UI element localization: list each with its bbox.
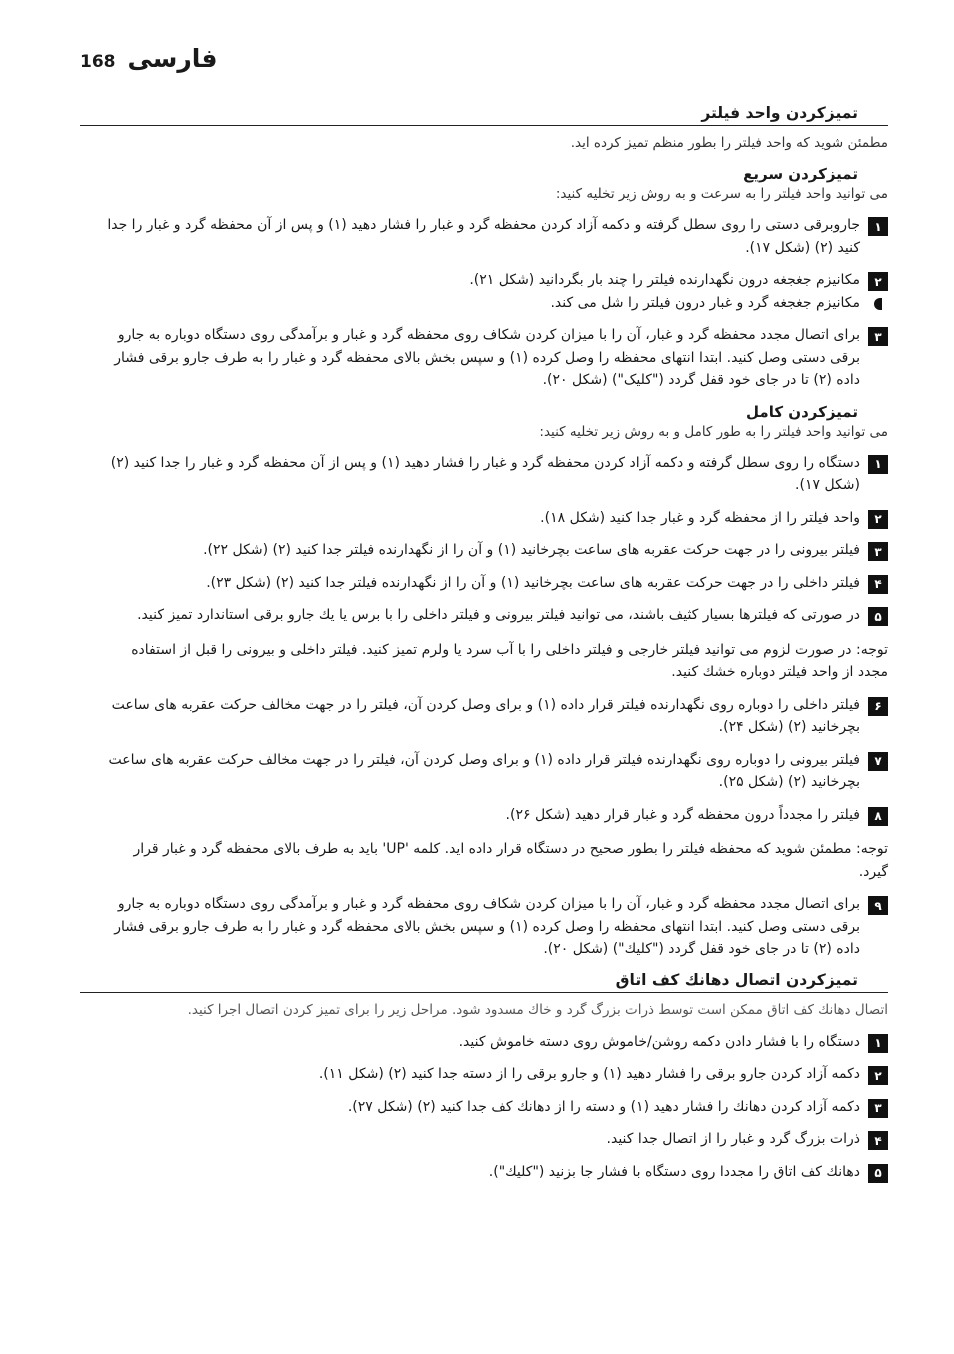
step-text: ذرات بزرگ گرد و غبار را از اتصال جدا کنید. xyxy=(606,1131,860,1147)
note-washing-filters: توجه: در صورت لزوم می توانید فیلتر خارجی و فیلتر داخلی را با آب سرد یا ولرم تمیز کنید. فیلتر داخلی و بیرونی را قبل از استفاده مجدد از واحد فیلتر دوباره خشك کنید. xyxy=(131,641,888,680)
step-number: ۴ xyxy=(868,575,888,594)
bullet-text: مکانیزم جغجغه گرد و غبار درون فیلتر را شل می کند. xyxy=(550,294,860,311)
step-number: ۵ xyxy=(868,1164,888,1183)
step-number: ۶ xyxy=(868,697,888,716)
step-text: در صورتی که فیلترها بسیار کثیف باشند، می توانید فیلتر بیرونی و فیلتر داخلی را با برس یا یك جارو برقی استاندارد تمیز کنید. xyxy=(137,607,860,623)
step-text: فیلتر را مجدداً درون محفظه گرد و غبار قرار دهید (شکل ۲۶). xyxy=(505,806,860,823)
step-item xyxy=(80,452,888,497)
step-text: دستگاه را با فشار دادن دکمه روشن/خاموش روی دسته خاموش کنید. xyxy=(458,1033,860,1050)
step-item xyxy=(80,214,888,259)
section-title-nozzle-cleaning: تمیزکردن اتصال دهانك کف اتاق xyxy=(80,971,888,993)
step-item xyxy=(80,324,888,392)
step-body xyxy=(80,269,860,292)
step-item xyxy=(80,572,888,595)
step-number: ۵ xyxy=(868,607,888,626)
step-item xyxy=(80,604,888,627)
step-item xyxy=(80,1063,888,1086)
step-number: ۲ xyxy=(868,1066,888,1085)
section-intro-nozzle-cleaning: اتصال دهانك کف اتاق ممکن است توسط ذرات بزرگ گرد و خاك مسدود شود. مراحل زیر را برای تمیز کردن اتصال اجرا کنید. xyxy=(187,1001,888,1018)
step-number: ۴ xyxy=(868,1131,888,1150)
result-arrow-icon xyxy=(868,292,888,310)
page-content xyxy=(80,104,888,1183)
step-text: فیلتر بیرونی را دوباره روی نگهدارنده فیلتر قرار داده (۱) و برای وصل کردن آن، فیلتر را در جهت مخالف حرکت عقربه های ساعت بچرخانید (۲) (شکل ۲۵). xyxy=(108,751,860,790)
section-intro-filter-cleaning: مطمئن شوید که واحد فیلتر را بطور منظم تمیز کرده اید. xyxy=(570,135,888,151)
step-text: دکمه آزاد کردن دهانك را فشار دهید (۱) و دسته را از دهانك کف جدا کنید (۲) (شکل ۲۷). xyxy=(347,1098,860,1115)
full-cleaning-steps-final xyxy=(80,893,888,961)
step-number: ۳ xyxy=(868,542,888,561)
step-text: مکانیزم جغجغه درون نگهدارنده فیلتر را چند بار بگردانید (شکل ۲۱). xyxy=(469,272,860,288)
page-header xyxy=(80,44,218,84)
step-item xyxy=(80,269,888,292)
step-item xyxy=(80,694,888,739)
step-item xyxy=(80,1161,888,1184)
step-result-bullet xyxy=(80,292,888,315)
step-item xyxy=(80,539,888,562)
step-number: ۸ xyxy=(868,807,888,826)
step-number: ۳ xyxy=(868,1099,888,1118)
step-item xyxy=(80,749,888,794)
full-cleaning-steps-continued xyxy=(80,694,888,827)
step-text: فیلتر داخلی را دوباره روی نگهدارنده فیلتر قرار داده (۱) و برای وصل کردن آن، فیلتر را در جهت مخالف حرکت عقربه های ساعت بچرخانید (۲) (شکل ۲۴). xyxy=(111,696,860,735)
step-item xyxy=(80,1031,888,1054)
step-item xyxy=(80,1096,888,1119)
section-title-filter-cleaning: تمیزکردن واحد فیلتر xyxy=(80,104,888,126)
step-item xyxy=(80,1128,888,1151)
full-cleaning-steps xyxy=(80,452,888,627)
nozzle-cleaning-steps xyxy=(80,1031,888,1184)
step-number: ۱ xyxy=(868,455,888,474)
step-text: واحد فیلتر را از محفظه گرد و غبار جدا کنید (شکل ۱۸). xyxy=(540,509,860,526)
step-number: ۱ xyxy=(868,1034,888,1053)
step-text: فیلتر بیرونی را در جهت حرکت عقربه های ساعت بچرخانید (۱) و آن را از نگهدارنده فیلتر جدا کنید (۲) (شکل ۲۲). xyxy=(203,542,860,558)
step-item xyxy=(80,507,888,530)
page-number: 168 xyxy=(80,52,116,72)
step-text: جاروبرقی دستی را روی سطل گرفته و دکمه آزاد کردن محفظه گرد و غبار را فشار دهید (۱) و پس از آن محفظه گرد و غبار را جدا کنید (۲) (شکل ۱۷). xyxy=(107,217,860,256)
subsection-title-quick-cleaning: تمیزکردن سریع xyxy=(743,165,858,183)
step-text: برای اتصال مجدد محفظه گرد و غبار، آن را با میزان کردن شکاف روی محفظه گرد و غبار و برآمدگی روی دستگاه دوباره به جارو برقی دستی وصل کنید. ابتدا انتهای محفظه را وصل کرده (۱) و سپس بخش بالای محفظه گرد و غبار را به طرف جارو برقی فشار داده (۲) تا در جای خود قفل گردد ("کلیک") (شکل ۲۰). xyxy=(114,327,860,388)
step-text: فیلتر داخلی را در جهت حرکت عقربه های ساعت بچرخانید (۱) و آن را از نگهدارنده فیلتر جدا کنید (۲) (شکل ۲۳). xyxy=(206,574,860,591)
step-item xyxy=(80,893,888,961)
step-text: دکمه آزاد کردن جارو برقی را فشار دهید (۱) و جارو برقی را از دسته جدا کنید (۲) (شکل ۱۱). xyxy=(318,1066,860,1082)
step-number: ۷ xyxy=(868,752,888,771)
step-text: برای اتصال مجدد محفظه گرد و غبار، آن را با میزان کردن شکاف روی محفظه گرد و غبار و برآمدگی روی دستگاه دوباره به جارو برقی دستی وصل کنید. ابتدا انتهای محفظه را وصل کرده (۱) و سپس بخش بالای محفظه گرد و غبار را به طرف جارو برقی فشار داده (۲) تا در جای خود قفل گردد ("کلیك") (شکل ۲۰). xyxy=(114,896,860,957)
step-number: ۲ xyxy=(868,510,888,529)
step-item xyxy=(80,804,888,827)
step-number: ۹ xyxy=(868,896,888,915)
language-title: فارسی xyxy=(127,44,218,73)
subsection-intro-full-cleaning: می توانید واحد فیلتر را به طور کامل و به روش زیر تخلیه کنید: xyxy=(539,423,888,440)
step-text: دهانك کف اتاق را مجددا روی دستگاه با فشار جا بزنید ("کلیك"). xyxy=(488,1163,860,1180)
subsection-title-full-cleaning: تمیزکردن کامل xyxy=(746,402,858,421)
step-text: دستگاه را روی سطل گرفته و دکمه آزاد کردن محفظه گرد و غبار را فشار دهید (۱) و پس از آن محفظه گرد و غبار را جدا کنید (۲) (شکل ۱۷). xyxy=(110,454,860,493)
subsection-intro-quick-cleaning: می توانید واحد فیلتر را به سرعت و به روش زیر تخلیه کنید: xyxy=(555,186,888,202)
step-number: ۳ xyxy=(868,327,888,346)
quick-cleaning-steps xyxy=(80,214,888,392)
step-number: ۲ xyxy=(868,272,888,291)
step-number: ۱ xyxy=(868,217,888,236)
note-up-orientation: توجه: مطمئن شوید که محفظه فیلتر را بطور صحیح در دستگاه قرار داده اید. کلمه 'UP' باید به طرف بالای محفظه گرد و غبار قرار گیرد. xyxy=(133,841,888,880)
